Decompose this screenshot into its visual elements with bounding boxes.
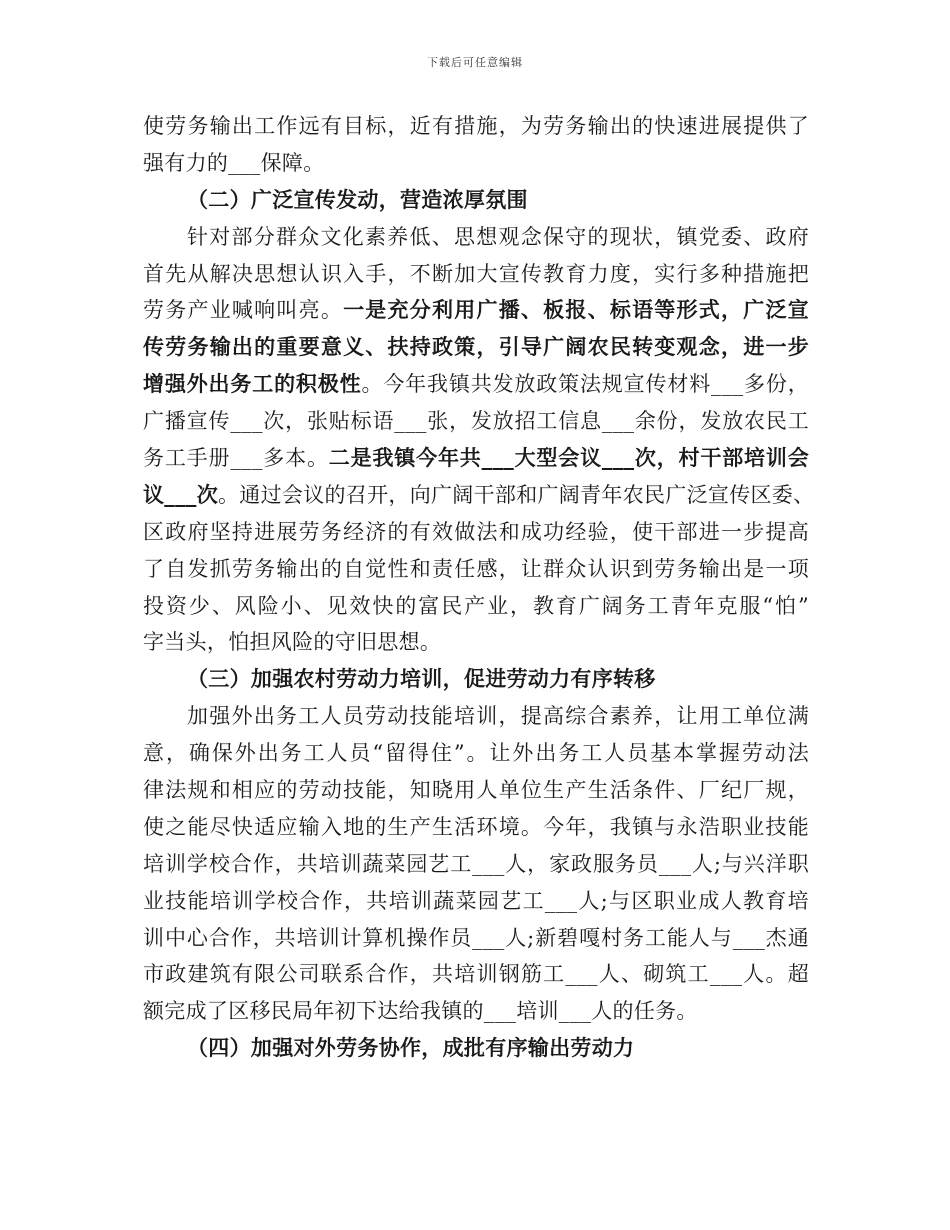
bold-text-segment: （二）广泛宣传发动，营造浓厚氛围 (187, 187, 528, 212)
text-segment: 额完成了区移民局年初下达给我镇的___培训___人的任务。 (143, 999, 698, 1024)
text-segment: 使劳务输出工作远有目标，近有措施，为劳务输出的快速进展提供了 (143, 114, 809, 138)
text-segment: 区政府坚持进展劳务经济的有效做法和成功经验，使干部进一步提高 (143, 519, 809, 544)
text-segment: 市政建筑有限公司联系合作，共培训钢筋工___人、砌筑工___人。超 (143, 962, 809, 987)
text-line (143, 256, 809, 293)
text-line (143, 624, 809, 661)
text-segment: 针对部分群众文化素养低、思想观念保守的现状，镇党委、政府 (187, 224, 809, 249)
text-line (143, 440, 809, 477)
text-segment: 了自发抓劳务输出的自觉性和责任感，让群众认识到劳务输出是一项 (143, 556, 809, 581)
text-segment: 培训学校合作，共培训蔬菜园艺工___人，家政服务员___人;与兴洋职 (143, 851, 809, 876)
text-segment: 广播宣传___次，张贴标语___张，发放招工信息___余份，发放农民工 (143, 409, 809, 434)
bold-text-segment: 二是我镇今年共___大型会议___次，村干部培训会 (328, 446, 810, 471)
text-segment: 强有力的___保障。 (143, 150, 325, 175)
bold-text-segment: 一是充分利用广播、板报、标语等形式，广泛宣 (343, 298, 809, 323)
bold-text-segment: 传劳务输出的重要意义、扶持政策，引导广阔农民转变观念，进一步 (143, 335, 809, 360)
text-segment: 劳务产业喊响叫亮。 (143, 298, 344, 323)
text-segment: 加强外出务工人员劳动技能培训，提高综合素养，让用工单位满 (187, 704, 809, 729)
text-line (143, 292, 809, 329)
text-segment: 。今年我镇共发放政策法规宣传材料___多份， (361, 372, 809, 397)
bold-text-segment: 增强外出务工的积极性 (143, 372, 362, 397)
text-line (143, 588, 809, 625)
text-line (143, 809, 809, 846)
text-line (143, 551, 809, 588)
text-segment: 使之能尽快适应输入地的生产生活环境。今年，我镇与永浩职业技能 (143, 814, 809, 839)
text-line (143, 956, 809, 993)
text-line (143, 219, 809, 256)
text-line (143, 846, 809, 883)
text-segment: 意，确保外出务工人员“留得住”。让外出务工人员基本掌握劳动法 (143, 741, 809, 766)
bold-text-segment: （四）加强对外劳务协作，成批有序输出劳动力 (187, 1036, 635, 1061)
document-body (143, 108, 815, 1067)
text-line (143, 993, 809, 1030)
text-line (143, 514, 809, 551)
text-segment: 字当头，怕担风险的守旧思想。 (143, 630, 442, 655)
text-line (143, 735, 809, 772)
text-segment: 首先从解决思想认识入手，不断加大宣传教育力度，实行多种措施把 (143, 261, 809, 286)
text-line (143, 772, 809, 809)
section-heading (143, 182, 809, 219)
text-line (143, 329, 809, 366)
text-line (143, 698, 809, 735)
text-line (143, 366, 809, 403)
text-line (143, 883, 809, 920)
text-segment: 训中心合作，共培训计算机操作员___人;新碧嘎村务工能人与___杰通 (143, 925, 809, 950)
page-header: 下载后可任意编辑 (427, 56, 523, 69)
text-line (143, 145, 809, 182)
bold-text-segment: 议___次 (143, 482, 218, 507)
text-segment: 务工手册___多本。 (143, 446, 329, 471)
section-heading (143, 1030, 809, 1067)
text-segment: 律法规和相应的劳动技能，知晓用人单位生产生活条件、厂纪厂规， (143, 778, 809, 803)
text-segment: 业技能培训学校合作，共培训蔬菜园艺工___人;与区职业成人教育培 (143, 888, 809, 913)
section-heading (143, 661, 809, 698)
text-segment: 投资少、风险小、见效快的富民产业，教育广阔务工青年克服“怕” (143, 593, 809, 618)
text-line (143, 108, 809, 145)
text-line (143, 920, 809, 957)
bold-text-segment: （三）加强农村劳动力培训，促进劳动力有序转移 (187, 667, 656, 692)
text-segment: 。通过会议的召开，向广阔干部和广阔青年农民广泛宣传区委、 (218, 482, 815, 507)
text-line (143, 477, 815, 514)
text-line (143, 403, 809, 440)
